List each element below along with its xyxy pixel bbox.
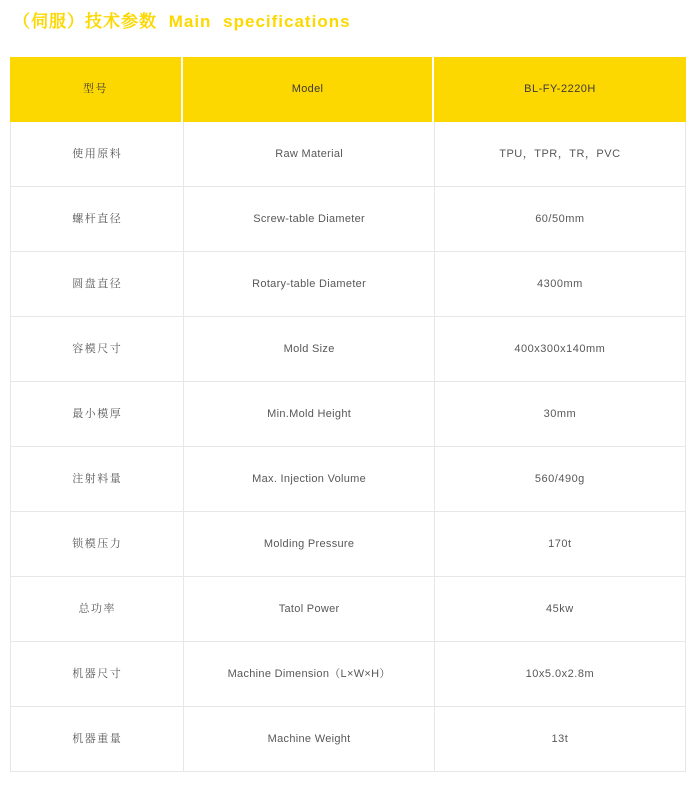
cell-label-cn: 使用原料 [72,147,123,160]
cell-label-en: Screw-table Diameter [183,187,433,251]
cell-label-cn: 圆盘直径 [72,277,123,290]
cell-label-cn: 最小模厚 [72,407,123,420]
cell-label-cn: 总功率 [78,602,116,615]
cell-value: 45kw [434,577,685,641]
cell-value: 4300mm [434,252,685,316]
cell-value: 30mm [434,382,685,446]
table-row [11,122,685,187]
cell-label-en: Max. Injection Volume [183,447,433,511]
table-row [11,252,685,317]
cell-value: 10x5.0x2.8m [434,642,685,706]
cell-value: 560/490g [434,447,685,511]
cell-label-cn: 螺杆直径 [72,212,123,225]
table-row [11,187,685,252]
cell-label-en: Tatol Power [183,577,433,641]
cell-value: 400x300x140mm [434,317,685,381]
cell-label-cn: 机器重量 [72,732,123,745]
header-cell-model-en: Model [183,57,434,122]
table-row [11,577,685,642]
cell-value: TPU，TPR，TR，PVC [434,122,685,186]
header-cell-model-value: BL-FY-2220H [524,83,596,96]
cell-label-cn: 容模尺寸 [72,342,123,355]
cell-label-en: Molding Pressure [183,512,433,576]
table-row [11,382,685,447]
cell-value: 13t [434,707,685,771]
table-row [11,642,685,707]
cell-label-en: Machine Dimension（L×W×H） [183,642,433,706]
cell-value: 170t [434,512,685,576]
table-row [11,447,685,512]
table-header-row [10,57,686,122]
cell-label-cn: 机器尺寸 [72,667,123,680]
cell-label-en: Machine Weight [183,707,433,771]
cell-label-en: Min.Mold Height [183,382,433,446]
page-title: （伺服）技术参数 Main specifications [13,12,351,31]
spec-table [10,57,686,772]
cell-label-cn: 注射料量 [72,472,123,485]
table-body [10,122,686,772]
cell-label-en: Raw Material [183,122,433,186]
cell-label-en: Mold Size [183,317,433,381]
cell-value: 60/50mm [434,187,685,251]
cell-label-cn: 锁模压力 [72,537,123,550]
table-row [11,707,685,772]
table-row [11,317,685,382]
cell-label-en: Rotary-table Diameter [183,252,433,316]
header-cell-model-cn: 型号 [10,57,183,122]
table-row [11,512,685,577]
